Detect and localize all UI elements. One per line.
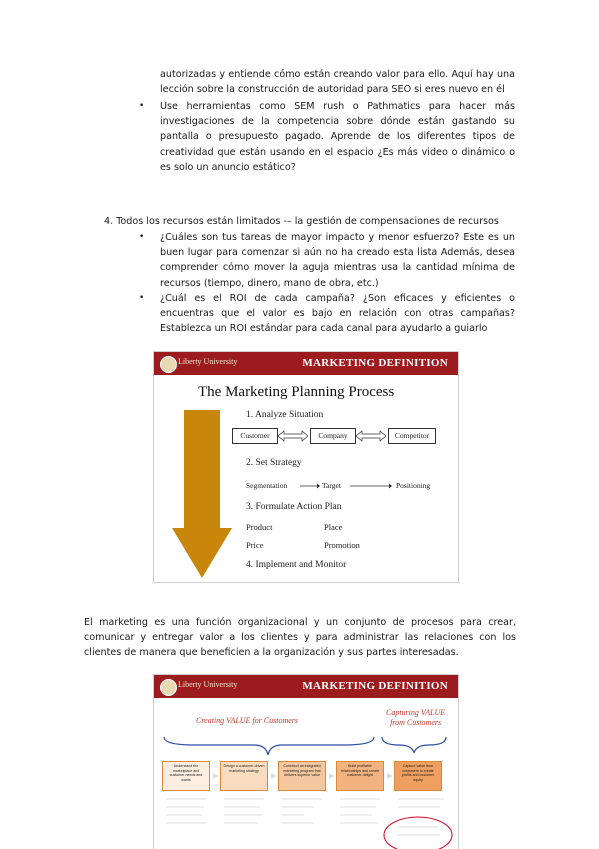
double-arrow-icon	[278, 430, 308, 442]
list-item: • Use herramientas como SEM rush o Pathmatics para hacer más investigaciones de la competencia sobre dónde están gastando su pantalla o presupuesto pagado. Aprende de los diferentes tipos de creatividad que están usando en el espacio ¿Es más video o dinámico o es solo un anuncio estático?	[160, 99, 515, 175]
numbered-item-4: 4. Todos los recursos están limitados -– la gestión de compensaciones de recursos	[104, 216, 499, 227]
slide-header-title: MARKETING DEFINITION	[302, 357, 448, 369]
logo-text: Liberty University	[178, 357, 238, 366]
slide-header-title: MARKETING DEFINITION	[302, 680, 448, 692]
value-step-1: Understand the marketplace and customer needs and wants	[162, 761, 210, 791]
value-step-3: Construct an integrated marketing program that delivers superior value	[278, 761, 326, 791]
arrow-right-icon	[350, 483, 392, 489]
marketing-planning-slide	[153, 351, 459, 583]
paragraph-top: autorizadas y entiende cómo están creando valor para ello. Aquí hay una lección sobre la construcción de autoridad para SEO si eres nuevo en él	[160, 69, 515, 96]
arrow-right-icon	[300, 483, 320, 489]
mix-promotion: Promotion	[324, 540, 360, 550]
step-4-label: 4. Implement and Monitor	[246, 560, 347, 570]
mix-place: Place	[324, 522, 343, 532]
university-seal-icon	[160, 356, 177, 373]
bullet-list-1	[160, 99, 515, 175]
marketing-definition-paragraph: El marketing es una función organizacional y un conjunto de procesos para crear, comunicar y entregar valor a los clientes y para administrar las relaciones con los clientes de manera que beneficien a la organización y sus partes interesadas.	[84, 617, 516, 659]
mix-price: Price	[246, 540, 264, 550]
marketing-value-slide	[153, 674, 459, 849]
value-step-2: Design a customer-driven marketing strategy	[220, 761, 268, 791]
down-arrow-icon	[172, 410, 232, 580]
value-step-5: Capture value from customers to create profits and customer equity	[394, 761, 442, 791]
capturing-value-line-2: from Customers	[390, 718, 442, 727]
logo-text: Liberty University	[178, 680, 238, 689]
box-customer: Customer	[232, 428, 278, 444]
strategy-positioning: Positioning	[396, 481, 431, 490]
step-2-label: 2. Set Strategy	[246, 458, 302, 468]
box-company: Company	[310, 428, 356, 444]
slide-title: The Marketing Planning Process	[198, 384, 395, 400]
mix-product: Product	[246, 522, 273, 532]
bullet-list-2	[160, 230, 515, 336]
creating-value-title: Creating VALUE for Customers	[196, 716, 299, 725]
value-step-4: Build profitable relationships and create customer delight	[336, 761, 384, 791]
step-1-label: 1. Analyze Situation	[246, 410, 324, 420]
list-item: • ¿Cuáles son tus tareas de mayor impacto y menor esfuerzo? Este es un buen lugar para comenzar si aún no ha creado esta lista Además, desea comprender cómo mover la aguja mientras usa la cantidad mínima de recursos (tiempo, dinero, mano de obra, etc.)	[160, 230, 515, 291]
double-arrow-icon	[356, 430, 386, 442]
strategy-target: Target	[322, 481, 341, 490]
strategy-segmentation: Segmentation	[246, 481, 288, 490]
box-competitor: Competitor	[388, 428, 436, 444]
step-3-label: 3. Formulate Action Plan	[246, 502, 342, 512]
slide-header	[154, 352, 458, 375]
capturing-value-line-1: Capturing VALUE	[386, 708, 446, 717]
list-item: • ¿Cuál es el ROI de cada campaña? ¿Son eficaces y eficientes o encuentras que el valor es bajo en relación con otras campañas? Establezca un ROI estándar para cada canal para ayudarlo a guiarlo	[160, 291, 515, 337]
